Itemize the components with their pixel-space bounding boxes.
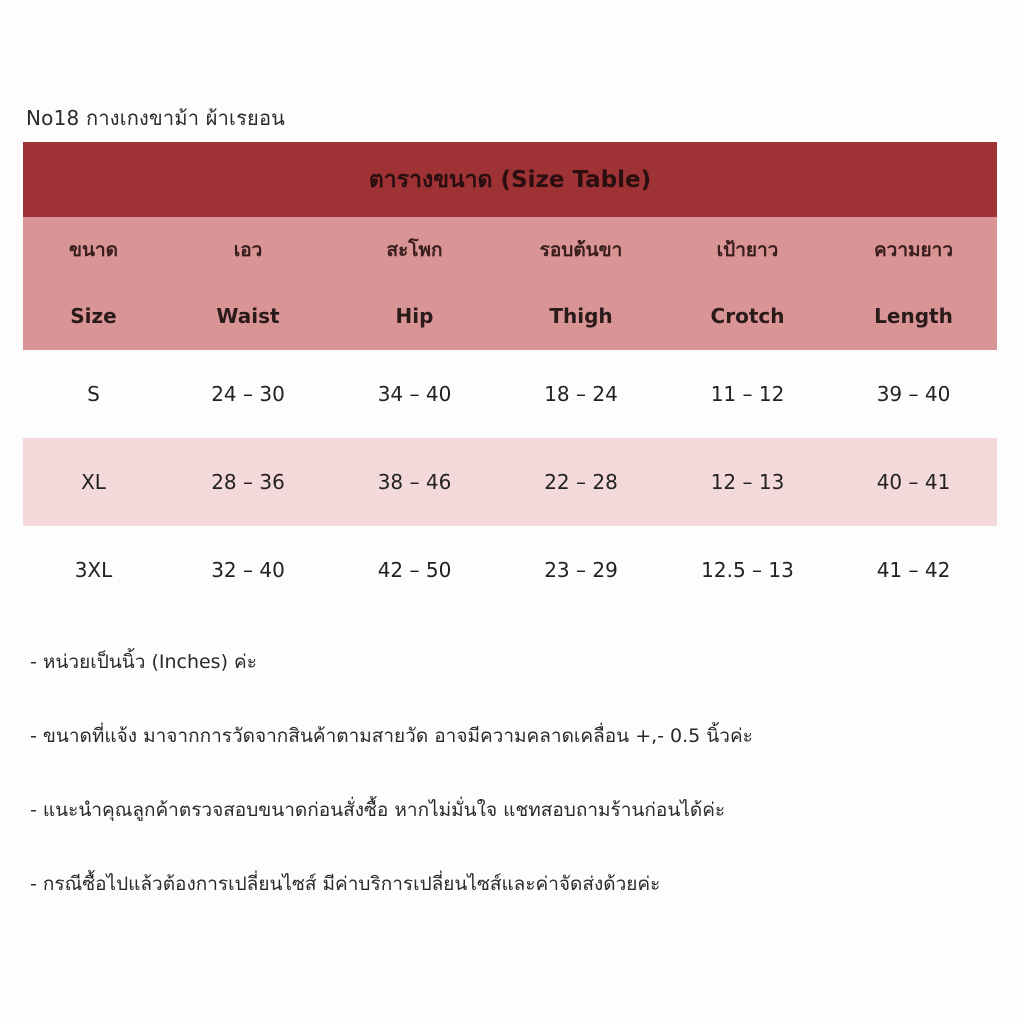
header-row-thai [23, 217, 997, 283]
header-hip: Hip [395, 304, 434, 328]
cell-thigh: 18 – 24 [544, 382, 618, 406]
table-row-s [23, 350, 997, 438]
cell-hip: 34 – 40 [377, 382, 452, 406]
note-tolerance: - ขนาดที่แจ้ง มาจากการวัดจากสินค้าตามสายวัด อาจมีความคลาดเคลื่อน +,- 0.5 นิ้วค่ะ [30, 725, 753, 747]
note-unit: - หน่วยเป็นนิ้ว (Inches) ค่ะ [30, 651, 257, 673]
cell-crotch: 12 – 13 [710, 470, 785, 494]
header-waist: Waist [216, 304, 280, 328]
header-crotch: Crotch [710, 304, 785, 328]
cell-length: 40 – 41 [876, 470, 951, 494]
header-length-thai: ความยาว [873, 239, 954, 261]
cell-length: 41 – 42 [876, 558, 951, 582]
header-thigh-thai: รอบต้นขา [539, 239, 623, 261]
table-header [23, 217, 997, 350]
cell-hip: 38 – 46 [377, 470, 452, 494]
header-size: Size [70, 304, 117, 328]
header-waist-thai: เอว [233, 239, 263, 261]
cell-waist: 28 – 36 [211, 470, 285, 494]
cell-hip: 42 – 50 [377, 558, 452, 582]
cell-size: 3XL [74, 558, 113, 582]
cell-crotch: 12.5 – 13 [701, 558, 794, 582]
note-exchange-fee: - กรณีซื้อไปแล้วต้องการเปลี่ยนไซส์ มีค่าบริการเปลี่ยนไซส์และค่าจัดส่งด้วยค่ะ [30, 873, 661, 895]
table-row-xl [23, 438, 997, 526]
cell-waist: 32 – 40 [211, 558, 285, 582]
table-title: ตารางขนาด (Size Table) [23, 142, 997, 217]
header-row-eng [23, 283, 997, 349]
header-thigh: Thigh [549, 304, 613, 328]
product-title: No18 กางเกงขาม้า ผ้าเรยอน [26, 106, 286, 130]
header-size-thai: ขนาด [69, 239, 118, 261]
cell-size: XL [81, 470, 106, 494]
header-length: Length [874, 304, 953, 328]
header-hip-thai: สะโพก [386, 239, 443, 261]
size-table [23, 142, 997, 614]
cell-waist: 24 – 30 [211, 382, 285, 406]
notes-list [30, 647, 990, 943]
cell-thigh: 23 – 29 [544, 558, 618, 582]
cell-length: 39 – 40 [876, 382, 951, 406]
note-check-size: - แนะนำคุณลูกค้าตรวจสอบขนาดก่อนสั่งซื้อ หากไม่มั่นใจ แชทสอบถามร้านก่อนได้ค่ะ [30, 799, 726, 821]
cell-size: S [87, 382, 100, 406]
header-crotch-thai: เป้ายาว [716, 239, 779, 261]
cell-crotch: 11 – 12 [710, 382, 785, 406]
table-row-3xl [23, 526, 997, 614]
cell-thigh: 22 – 28 [544, 470, 618, 494]
